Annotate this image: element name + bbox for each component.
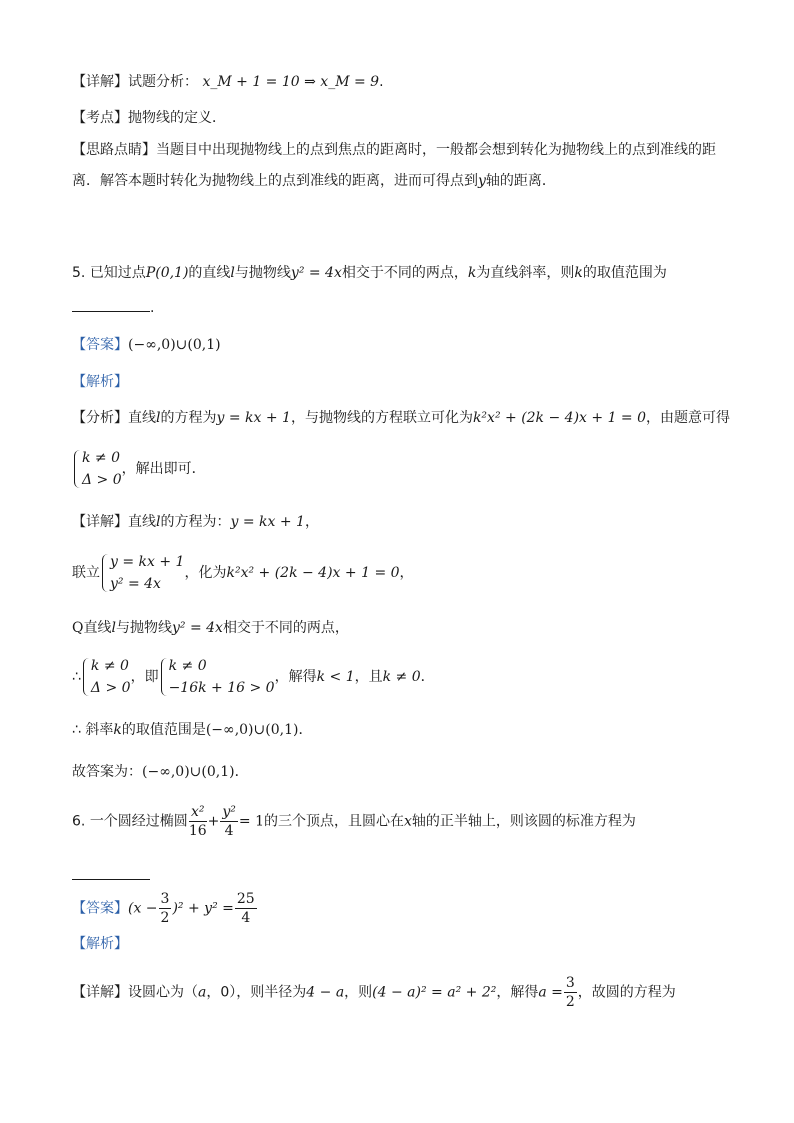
q6-stem <box>72 803 636 840</box>
q5-stem-d: 相交于不同的两点， <box>341 265 468 281</box>
slope-b: 的取值范围是 <box>121 722 206 738</box>
huawei: ，化为 <box>184 565 227 581</box>
xj-b: 的方程为： <box>160 514 231 530</box>
eq-one: = 1 <box>238 813 264 830</box>
gu-period: ． <box>234 764 249 780</box>
because-l: l <box>111 620 116 636</box>
slope-range: (−∞,0)∪(0,1) <box>205 722 299 738</box>
silu-var-y: y <box>478 173 486 189</box>
xiangjie-tag: 【详解】 <box>72 514 128 530</box>
ji: ，即 <box>130 669 159 685</box>
q6-blank-line <box>72 866 150 886</box>
because-c: 相交于不同的两点， <box>222 620 349 636</box>
ans-rd: 4 <box>241 910 251 926</box>
detail-line: 【详解】试题分析： x_M + 1 = 10 ⇒ x_M = 9. <box>72 74 384 90</box>
q6-stem-a: 一个圆经过椭圆 <box>89 813 188 830</box>
cond-2: Δ > 0 <box>82 472 122 488</box>
q5-k: k <box>467 265 477 281</box>
gu-range: (−∞,0)∪(0,1) <box>142 764 235 780</box>
kaodian-text: 抛物线的定义． <box>128 110 226 126</box>
q6-stem-b: 的三个顶点，且圆心在 <box>264 813 404 830</box>
kaodian-line <box>72 108 226 128</box>
answer-blank-2 <box>72 867 150 880</box>
end-comma: ， <box>399 565 414 581</box>
t-cond-2: Δ > 0 <box>90 680 131 696</box>
q5-slope-line <box>72 720 312 740</box>
q5-point: P(0,1) <box>145 265 189 281</box>
frac2-den: 4 <box>224 823 234 839</box>
fenxi-d: ，由题意可得 <box>646 410 731 426</box>
jiexi-tag-2: 【解析】 <box>72 936 128 952</box>
fenxi-l: l <box>156 410 161 426</box>
qie: ，且 <box>354 669 383 685</box>
q5-fenxi-line <box>72 408 730 428</box>
answer-tag-2: 【答案】 <box>72 900 128 917</box>
q5-parabola: y² = 4x <box>290 265 342 281</box>
cond-1: k ≠ 0 <box>82 450 121 466</box>
q5-xiangjie-line <box>72 512 319 532</box>
ellipse-frac-2 <box>220 803 238 840</box>
detail-math: x_M + 1 = 10 ⇒ x_M = 9 <box>202 74 380 90</box>
ans-rfrac <box>235 890 257 927</box>
t-cond-1: k ≠ 0 <box>90 658 129 674</box>
gu: 故答案为： <box>72 764 142 780</box>
fenxi-quad: k²x² + (2k − 4)x + 1 = 0 <box>472 410 647 426</box>
res-1: k < 1 <box>316 669 355 685</box>
ans-fd: 2 <box>160 910 170 926</box>
d5: ，故圆的方程为 <box>577 984 676 1001</box>
plus: + <box>207 813 220 830</box>
slope-a: ∴ 斜率 <box>72 722 114 738</box>
because-symbol: Q <box>72 620 84 636</box>
quad-2: k²x² + (2k − 4)x + 1 = 0 <box>226 565 400 581</box>
q5-lianli-line <box>72 551 414 595</box>
silu-text-2b: 轴的距离． <box>485 173 556 189</box>
fenxi-tag: 【分析】 <box>72 410 128 426</box>
q5-stem-a: 已知过点 <box>89 265 146 281</box>
xiangjie-tag-2: 【详解】 <box>72 984 128 1001</box>
q5-jiexi-line <box>72 372 128 392</box>
silu-text-1: 当题目中出现抛物线上的点到焦点的距离时，一般都会想到转化为抛物线上的点到准线的距 <box>156 142 716 158</box>
q6-x: x <box>404 813 412 830</box>
q5-answer: (−∞,0)∪(0,1) <box>128 337 221 353</box>
xj-l: l <box>156 514 161 530</box>
slope-k: k <box>113 722 122 738</box>
sys-2: y² = 4x <box>110 576 161 592</box>
d-eq: (4 − a)² = a² + 2² <box>372 984 497 1001</box>
xj-eq: y = kx + 1 <box>230 514 305 530</box>
d-sd: 2 <box>565 994 575 1010</box>
q6-jiexi-line <box>72 934 128 954</box>
q5-stem-c: 与抛物线 <box>234 265 291 281</box>
ans-b: )² + y² = <box>172 900 234 917</box>
q5-stem-f: 的取值范围为 <box>582 265 667 281</box>
because-a: 直线 <box>83 620 112 636</box>
d2: ，0），则半径为 <box>206 984 307 1001</box>
q5-line-l: l <box>230 265 235 281</box>
q6-detail-line <box>72 974 676 1011</box>
sys-1: y = kx + 1 <box>110 554 185 570</box>
d-r: 4 − a <box>306 984 345 1001</box>
jiexi-tag: 【解析】 <box>72 374 128 390</box>
slope-period: ． <box>298 722 313 738</box>
silu-line-1 <box>72 140 716 160</box>
because-parabola: y² = 4x <box>171 620 223 636</box>
d-sol-frac <box>564 974 577 1011</box>
silu-tag: 【思路点睛】 <box>72 142 156 158</box>
ellipse-frac-1 <box>189 803 207 840</box>
q5-therefore-line <box>72 655 435 699</box>
frac1-num: x² <box>189 803 207 822</box>
because-b: 与抛物线 <box>115 620 172 636</box>
j-cond-2: −16k + 16 > 0 <box>168 680 275 696</box>
therefore-system <box>81 655 131 699</box>
therefore-symbol: ∴ <box>72 669 81 685</box>
res-2: k ≠ 0 <box>382 669 421 685</box>
d-sn: 3 <box>565 975 575 991</box>
fenxi-b: 的方程为 <box>160 410 217 426</box>
detail-text: 试题分析： <box>128 74 198 90</box>
d1: 设圆心为（ <box>128 984 198 1001</box>
ans-fn: 3 <box>160 891 170 907</box>
q5-number: 5. <box>72 265 86 281</box>
d4: ，解得 <box>496 984 539 1001</box>
res-period: ． <box>420 669 435 685</box>
ans-a: (x − <box>128 900 158 917</box>
frac1-den: 16 <box>188 823 207 839</box>
q5-blank-line: . <box>72 298 154 318</box>
answer-tag: 【答案】 <box>72 337 128 353</box>
q5-stem <box>72 263 667 283</box>
condition-system <box>72 447 122 491</box>
d-a: a <box>198 984 207 1001</box>
q5-because-line <box>72 618 349 638</box>
silu-line-2 <box>72 171 556 191</box>
d3: ，则 <box>344 984 373 1001</box>
kaodian-tag: 【考点】 <box>72 110 128 126</box>
frac2-num: y² <box>222 804 236 820</box>
jiede: ，解得 <box>274 669 317 685</box>
q5-stem-e: 为直线斜率，则 <box>476 265 575 281</box>
q5-k-2: k <box>574 265 583 281</box>
lianli: 联立 <box>72 565 100 581</box>
fenxi-line-eq: y = kx + 1 <box>216 410 291 426</box>
ans-rn: 25 <box>236 891 255 907</box>
silu-text-2a: 离．解答本题时转化为抛物线上的点到准线的距离，进而可得点到 <box>72 173 478 189</box>
lianli-system <box>100 551 184 595</box>
fenxi-c: ，与抛物线的方程联立可化为 <box>290 410 473 426</box>
fenxi-e: ，解出即可． <box>121 461 206 477</box>
ans-frac <box>159 890 172 927</box>
q6-number: 6. <box>72 813 86 830</box>
q5-gu-line <box>72 762 249 782</box>
q5-stem-b: 的直线 <box>188 265 231 281</box>
xj-comma: ， <box>304 514 319 530</box>
j-cond-1: k ≠ 0 <box>168 658 207 674</box>
xj-a: 直线 <box>128 514 156 530</box>
ji-system <box>159 655 275 699</box>
q5-answer-line <box>72 335 221 355</box>
answer-blank <box>72 299 150 312</box>
d-sol: a = <box>538 984 563 1001</box>
q6-answer-line <box>72 890 258 927</box>
detail-tag: 【详解】 <box>72 74 128 90</box>
q6-stem-c: 轴的正半轴上，则该圆的标准方程为 <box>411 813 636 830</box>
fenxi-a: 直线 <box>128 410 156 426</box>
q5-fenxi-cond-line <box>72 447 206 491</box>
